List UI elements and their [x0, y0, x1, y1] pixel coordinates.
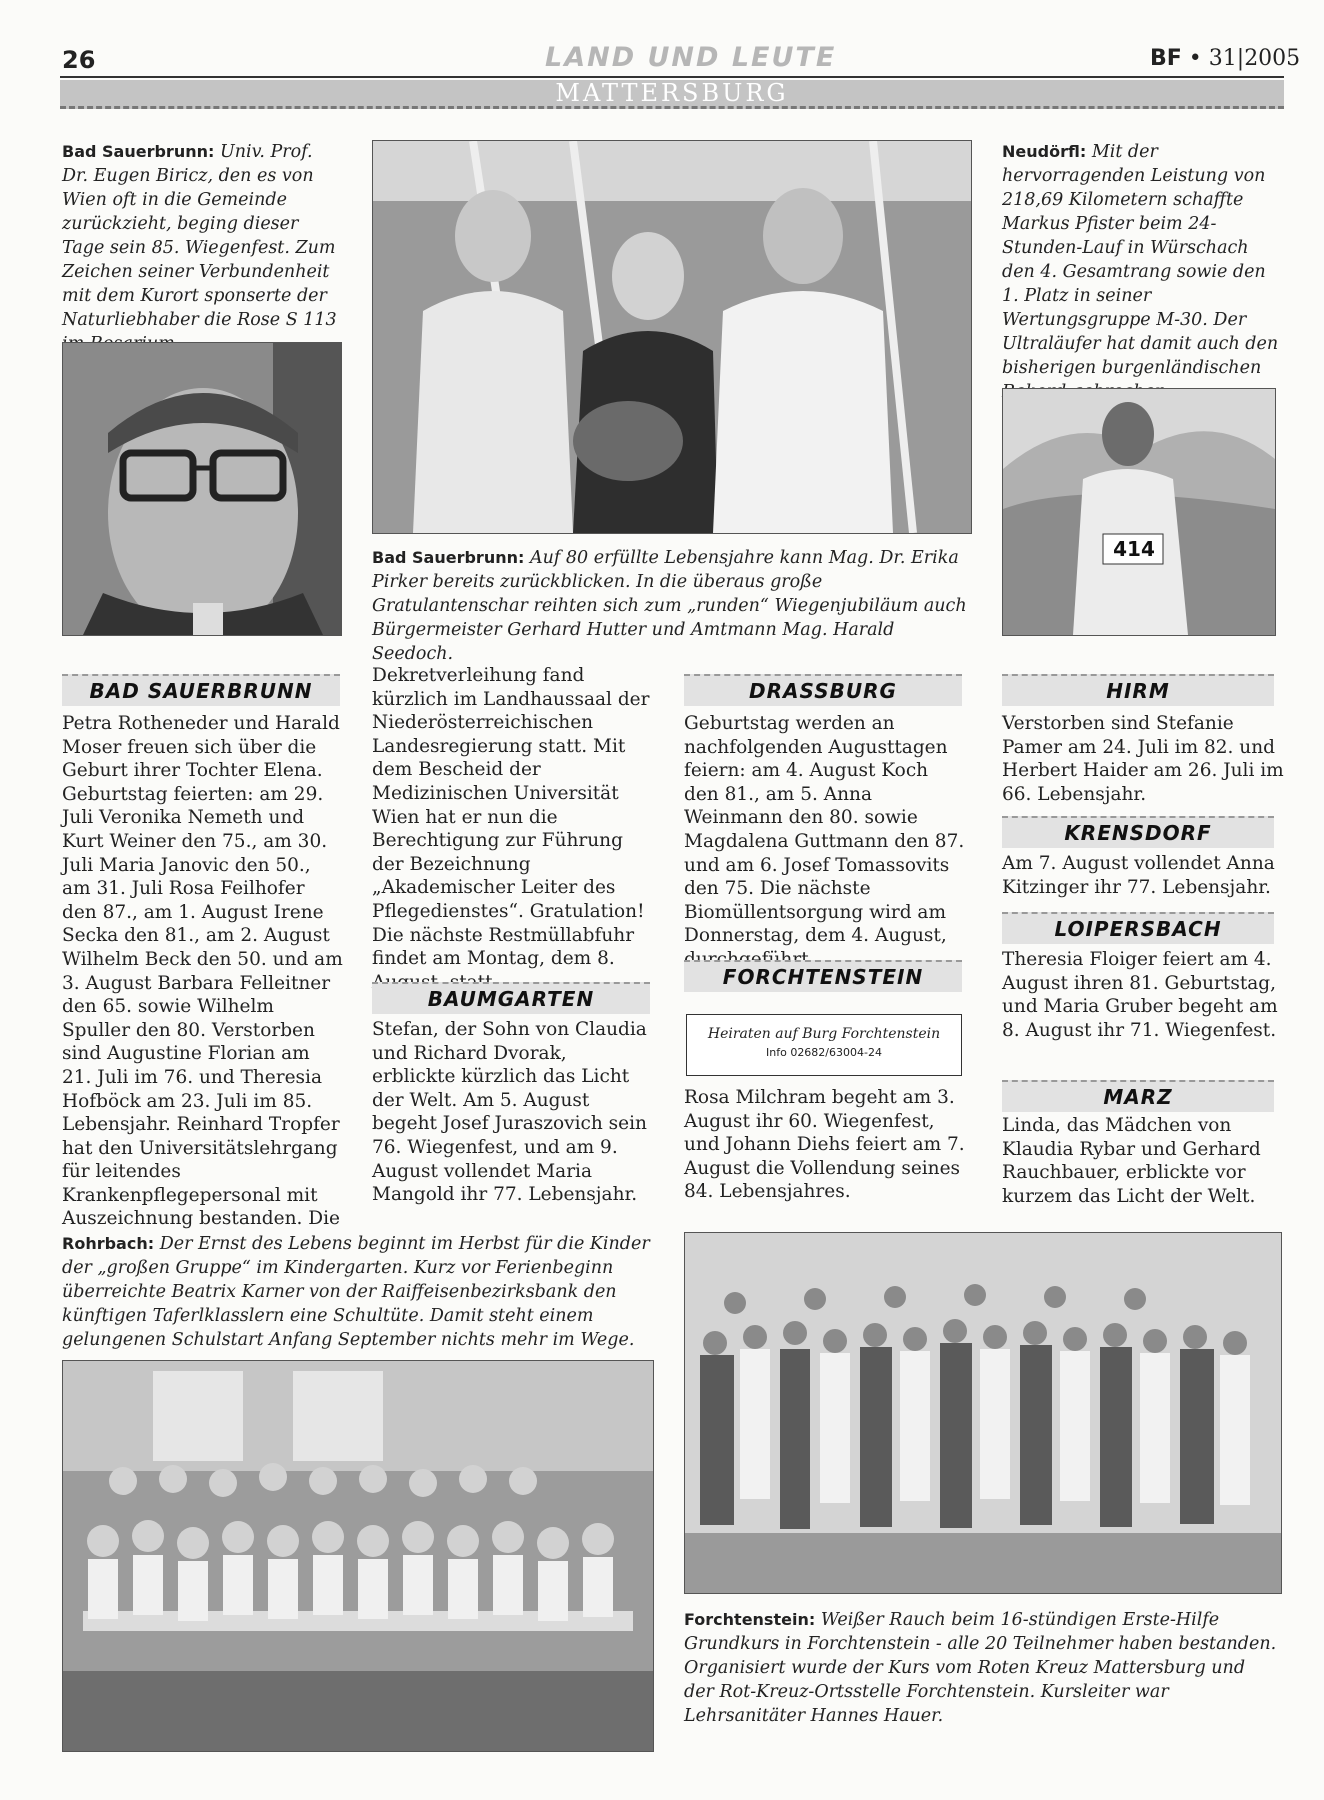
- caption-place: Forchtenstein:: [684, 1610, 816, 1629]
- photo-pirker-group: [372, 140, 972, 534]
- caption-biricz: [62, 140, 344, 356]
- runner-bib-number: 414: [1113, 537, 1155, 561]
- article-marz: Linda, das Mädchen von Klaudia Rybar und Gerhard Rauchbauer, erblickte vor kurzem das Licht der Welt.: [1002, 1115, 1261, 1207]
- caption-text: Mit der hervorragenden Leistung von 218,69 Kilometern schaffte Markus Pfister beim 24-Stunden-Lauf in Würschach den 4. Gesamtrang sowie den 1. Platz in seiner Wertungsgruppe M-30. Der Ultraläufer hat damit auch den bisherigen burgenländischen: [1002, 142, 1279, 378]
- caption-text: Univ. Prof. Dr. Eugen Biricz, den es von Wien oft in die Gemeinde zurückzieht, beging dieser Tage sein 85. Wiegenfest. Zum Zeichen seiner Verbundenheit mit dem Kurort sponserte der Naturliebhaber die Rose S 113: [62, 142, 337, 330]
- caption-neudoerfl: [1002, 140, 1284, 404]
- caption-text: Auf 80 erfüllte Lebensjahre kann Mag. Dr. Erika Pirker bereits zurückblicken. In die überaus große Gratulantenschar reihten sich zum „runden“ Wiegenjubiläum auch Bürgermeister Gerhard Hutter und Amtmann Mag. Harald Seedoch.: [372, 548, 967, 664]
- ad-info: Info 02682/63004-24: [766, 1046, 882, 1059]
- heading-marz: MARZ: [1002, 1080, 1274, 1112]
- caption-place: Neudörfl:: [1002, 142, 1087, 161]
- caption-place: Bad Sauerbrunn:: [372, 548, 525, 567]
- region-title: MATTERSBURG: [555, 79, 789, 107]
- heading-baumgarten: BAUMGARTEN: [372, 982, 650, 1014]
- article-hirm: Verstorben sind Stefanie Pamer am 24. Juli im 82. und Herbert Haider am 26. Juli im 66. Lebensjahr.: [1002, 713, 1284, 805]
- photo-kindergarten-group: [62, 1360, 654, 1752]
- article-krensdorf: Am 7. August vollendet Anna Kitzinger ihr 77. Lebensjahr.: [1002, 853, 1275, 898]
- header-rule: [60, 76, 1284, 78]
- ad-burg-forchtenstein: [686, 1014, 962, 1076]
- page-number: 26: [62, 46, 96, 74]
- issue-separator: •: [1188, 46, 1202, 71]
- article-bad-sauerbrunn: Petra Rotheneder und Harald Moser freuen sich über die Geburt ihrer Tochter Elena. Geburtstag feierten: am 29. Juli Veronika Nemeth und Kurt Weiner den 75., am 30. Juli Maria Janovic den 50., am 31. Juli Rosa Feilhofer den 87., am 1. August Irene Secka den 81., am 2. August Wilhelm Beck den 50. und am 3. August Barbara Felleitner den 65. sowie Wilhelm Spuller den 80. Verstorben sind Augustine Florian am 21. Juli im 76. und Theresia Hofböck am 23. Juli im 85. Lebensjahr. Reinhard Tropfer hat den Universitätslehrgang für leitendes Krankenpflegepersonal mit Auszeichnung bestanden. Die: [62, 713, 343, 1230]
- caption-place: Rohrbach:: [62, 1234, 155, 1253]
- caption-text: Weißer Rauch beim 16-stündigen Erste-Hilfe Grundkurs in Forchtenstein - alle 20 Teilnehmer haben bestanden. Organisiert wurde der Kurs vom Roten Kreuz Mattersburg und der Rot-Kreuz-Ortsstelle Forchtenstein. Kursleiter war Lehrsanitäter Hannes Hauer.: [684, 1610, 1277, 1726]
- photo-biricz-portrait: [62, 342, 342, 636]
- section-title: LAND UND LEUTE: [545, 42, 837, 73]
- issue-info: [1150, 46, 1300, 71]
- issue-date: 31|2005: [1208, 46, 1301, 71]
- caption-text: Der Ernst des Lebens beginnt im Herbst für die Kinder der „großen Gruppe“ im Kindergarten. Kurz vor Ferienbeginn überreichte Beatrix Karner von der Raiffeisenbezirksbank den künftigen Taferlklasslern eine Schultüte. Damit steht einem gelungenen Schulstart Anfang September nichts mehr im Wege.: [62, 1234, 650, 1350]
- article-bad-sauerbrunn-continued: Dekretverleihung fand kürzlich im Landhaussaal der Niederösterreichischen Landesregierung statt. Mit dem Bescheid der Medizinischen Universität Wien hat er nun die Berechtigung zur Führung der Bezeichnung „Akademischer Leiter des Pflegedienstes“. Gratulation! Die nächste Restmüllabfuhr findet am Montag, dem 8.: [372, 665, 650, 970]
- article-loipersbach: Theresia Floiger feiert am 4. August ihren 81. Geburtstag, und Maria Gruber begeht am 8. August ihr 71. Wiegenfest.: [1002, 949, 1278, 1041]
- article-forchtenstein: Rosa Milchram begeht am 3. August ihr 60. Wiegenfest, und Johann Diehs feiert am 7. August die Vollendung seines 84. Lebensjahres.: [684, 1087, 965, 1203]
- heading-forchtenstein: FORCHTENSTEIN: [684, 960, 962, 992]
- heading-drassburg: DRASSBURG: [684, 674, 962, 706]
- ad-title: Heiraten auf Burg Forchtenstein: [707, 1026, 941, 1042]
- heading-loipersbach: LOIPERSBACH: [1002, 912, 1274, 944]
- caption-place: Bad Sauerbrunn:: [62, 142, 215, 161]
- heading-krensdorf: KRENSDORF: [1002, 816, 1274, 848]
- caption-forchtenstein: [684, 1608, 1280, 1728]
- caption-pirker: [372, 546, 970, 666]
- caption-rohrbach: [62, 1232, 660, 1352]
- region-band: [60, 80, 1284, 109]
- article-baumgarten: Stefan, der Sohn von Claudia und Richard Dvorak, erblickte kürzlich das Licht der Welt. Am 5. August begeht Josef Juraszovich sein 76. Wiegenfest, und am 9. August vollendet Maria Mangold ihr 77. Lebensjahr.: [372, 1019, 647, 1206]
- article-drassburg: Geburtstag werden an nachfolgenden Augusttagen feiern: am 4. August Koch den 81., am 5. Anna Weinmann den 80. sowie Magdalena Guttmann den 87. und am 6. Josef Tomassovits den 75. Die nächste Biomüllentsorgung wird am Donnerstag, dem 4. August,: [684, 713, 965, 947]
- photo-first-aid-course: [684, 1232, 1282, 1594]
- heading-hirm: HIRM: [1002, 674, 1274, 706]
- heading-bad-sauerbrunn: BAD SAUERBRUNN: [62, 674, 340, 706]
- photo-runner: [1002, 388, 1276, 636]
- issue-brand: BF: [1150, 46, 1182, 71]
